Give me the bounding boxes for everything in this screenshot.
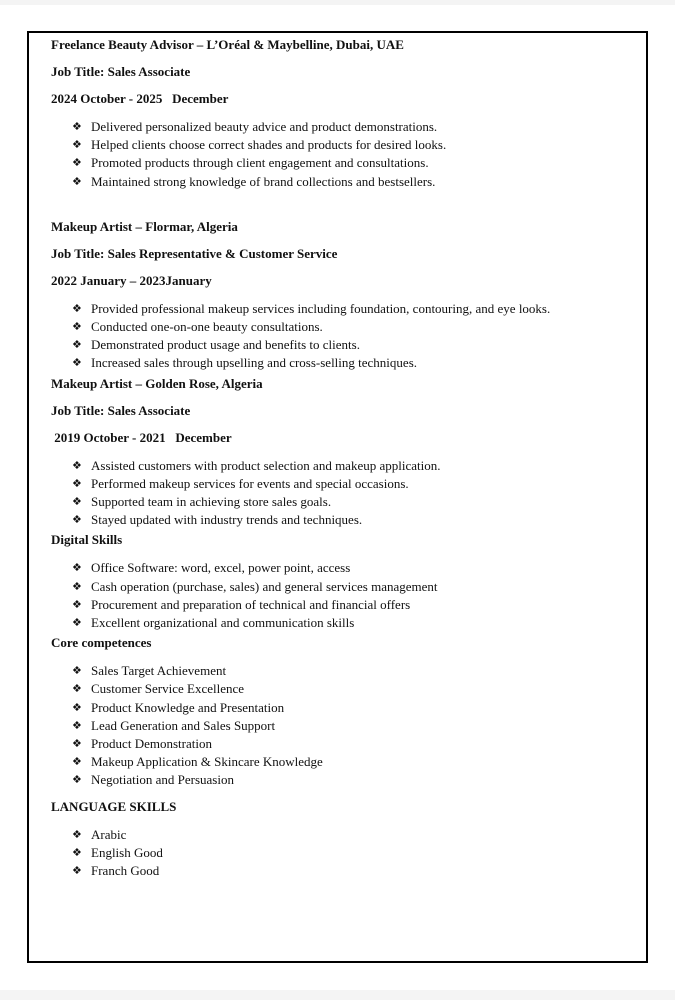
bullet-icon: ❖ — [72, 356, 82, 370]
core-competences-list — [51, 662, 636, 789]
bullet-icon: ❖ — [72, 174, 82, 188]
bullet-icon: ❖ — [72, 495, 82, 509]
core-competences-heading: Core competences — [51, 635, 152, 651]
experience-2-bullets — [51, 300, 636, 373]
list-item: ❖ Sales Target Achievement — [51, 662, 636, 680]
list-item: ❖ Franch Good — [51, 862, 636, 880]
list-item: ❖ Product Demonstration — [51, 735, 636, 753]
bullet-icon: ❖ — [72, 737, 82, 751]
list-item: ❖ Office Software: word, excel, power point, access — [51, 559, 636, 577]
experience-1-job-title: Job Title: Sales Associate — [51, 64, 191, 79]
bullet-icon: ❖ — [72, 597, 82, 611]
list-item: ❖ Arabic — [51, 826, 636, 844]
bullet-icon: ❖ — [72, 682, 82, 696]
list-item: ❖ Supported team in achieving store sales goals. — [51, 493, 636, 511]
list-item: ❖ Cash operation (purchase, sales) and general services management — [51, 578, 636, 596]
bullet-icon: ❖ — [72, 864, 82, 878]
list-item: ❖ Helped clients choose correct shades and products for desired looks. — [51, 136, 636, 154]
bullet-icon: ❖ — [72, 700, 82, 714]
list-item: ❖ Negotiation and Persuasion — [51, 771, 636, 789]
bullet-icon: ❖ — [72, 476, 82, 490]
page-border — [27, 31, 648, 963]
bullet-icon: ❖ — [72, 138, 82, 152]
list-item: ❖ Stayed updated with industry trends and techniques. — [51, 511, 636, 529]
bullet-icon: ❖ — [72, 718, 82, 732]
bullet-icon: ❖ — [72, 338, 82, 352]
list-item: ❖ Provided professional makeup services including foundation, contouring, and eye looks. — [51, 300, 636, 318]
bullet-icon: ❖ — [72, 579, 82, 593]
bullet-icon: ❖ — [72, 664, 82, 678]
list-item: ❖ Delivered personalized beauty advice and product demonstrations. — [51, 118, 636, 136]
experience-3-dates: 2019 October - 2021 December — [51, 429, 232, 445]
bullet-icon: ❖ — [72, 561, 82, 575]
experience-3-job-title: Job Title: Sales Associate — [51, 402, 191, 418]
list-item: ❖ English Good — [51, 844, 636, 862]
bullet-icon: ❖ — [72, 616, 82, 630]
experience-1-bullets — [51, 118, 636, 191]
list-item: ❖ Conducted one-on-one beauty consultations. — [51, 318, 636, 336]
experience-2-title: Makeup Artist – Flormar, Algeria — [51, 218, 238, 234]
bullet-icon: ❖ — [72, 513, 82, 527]
bullet-icon: ❖ — [72, 320, 82, 334]
bullet-icon: ❖ — [72, 156, 82, 170]
list-item: ❖ Lead Generation and Sales Support — [51, 717, 636, 735]
bullet-icon: ❖ — [72, 773, 82, 787]
list-item: ❖ Assisted customers with product selection and makeup application. — [51, 457, 636, 475]
list-item: ❖ Maintained strong knowledge of brand collections and bestsellers. — [51, 173, 636, 191]
experience-2-job-title: Job Title: Sales Representative & Customer Service — [51, 245, 338, 261]
bullet-icon: ❖ — [72, 827, 82, 841]
list-item: ❖ Product Knowledge and Presentation — [51, 699, 636, 717]
list-item: ❖ Increased sales through upselling and cross-selling techniques. — [51, 354, 636, 372]
language-skills-heading: LANGUAGE SKILLS — [51, 798, 177, 814]
bullet-icon: ❖ — [72, 845, 82, 859]
list-item: ❖ Customer Service Excellence — [51, 680, 636, 698]
document-page — [0, 5, 675, 990]
list-item: ❖ Procurement and preparation of technical and financial offers — [51, 596, 636, 614]
bullet-icon: ❖ — [72, 120, 82, 133]
bullet-icon: ❖ — [72, 755, 82, 769]
list-item: ❖ Performed makeup services for events and special occasions. — [51, 475, 636, 493]
bullet-icon: ❖ — [72, 301, 82, 315]
experience-1-dates: 2024 October - 2025 December — [51, 91, 229, 106]
list-item: ❖ Makeup Application & Skincare Knowledge — [51, 753, 636, 771]
language-skills-list — [51, 826, 636, 881]
list-item: ❖ Demonstrated product usage and benefits to clients. — [51, 336, 636, 354]
bullet-icon: ❖ — [72, 458, 82, 472]
viewer-bottom-strip — [0, 990, 675, 1000]
experience-1-title: Freelance Beauty Advisor – L’Oréal & Maybelline, Dubai, UAE — [51, 37, 404, 52]
resume-content — [51, 36, 636, 880]
digital-skills-list — [51, 559, 636, 632]
experience-3-bullets — [51, 457, 636, 530]
digital-skills-heading: Digital Skills — [51, 532, 123, 548]
list-item: ❖ Excellent organizational and communication skills — [51, 614, 636, 632]
experience-2-dates: 2022 January – 2023January — [51, 272, 212, 288]
list-item: ❖ Promoted products through client engagement and consultations. — [51, 154, 636, 172]
experience-3-title: Makeup Artist – Golden Rose, Algeria — [51, 375, 263, 391]
